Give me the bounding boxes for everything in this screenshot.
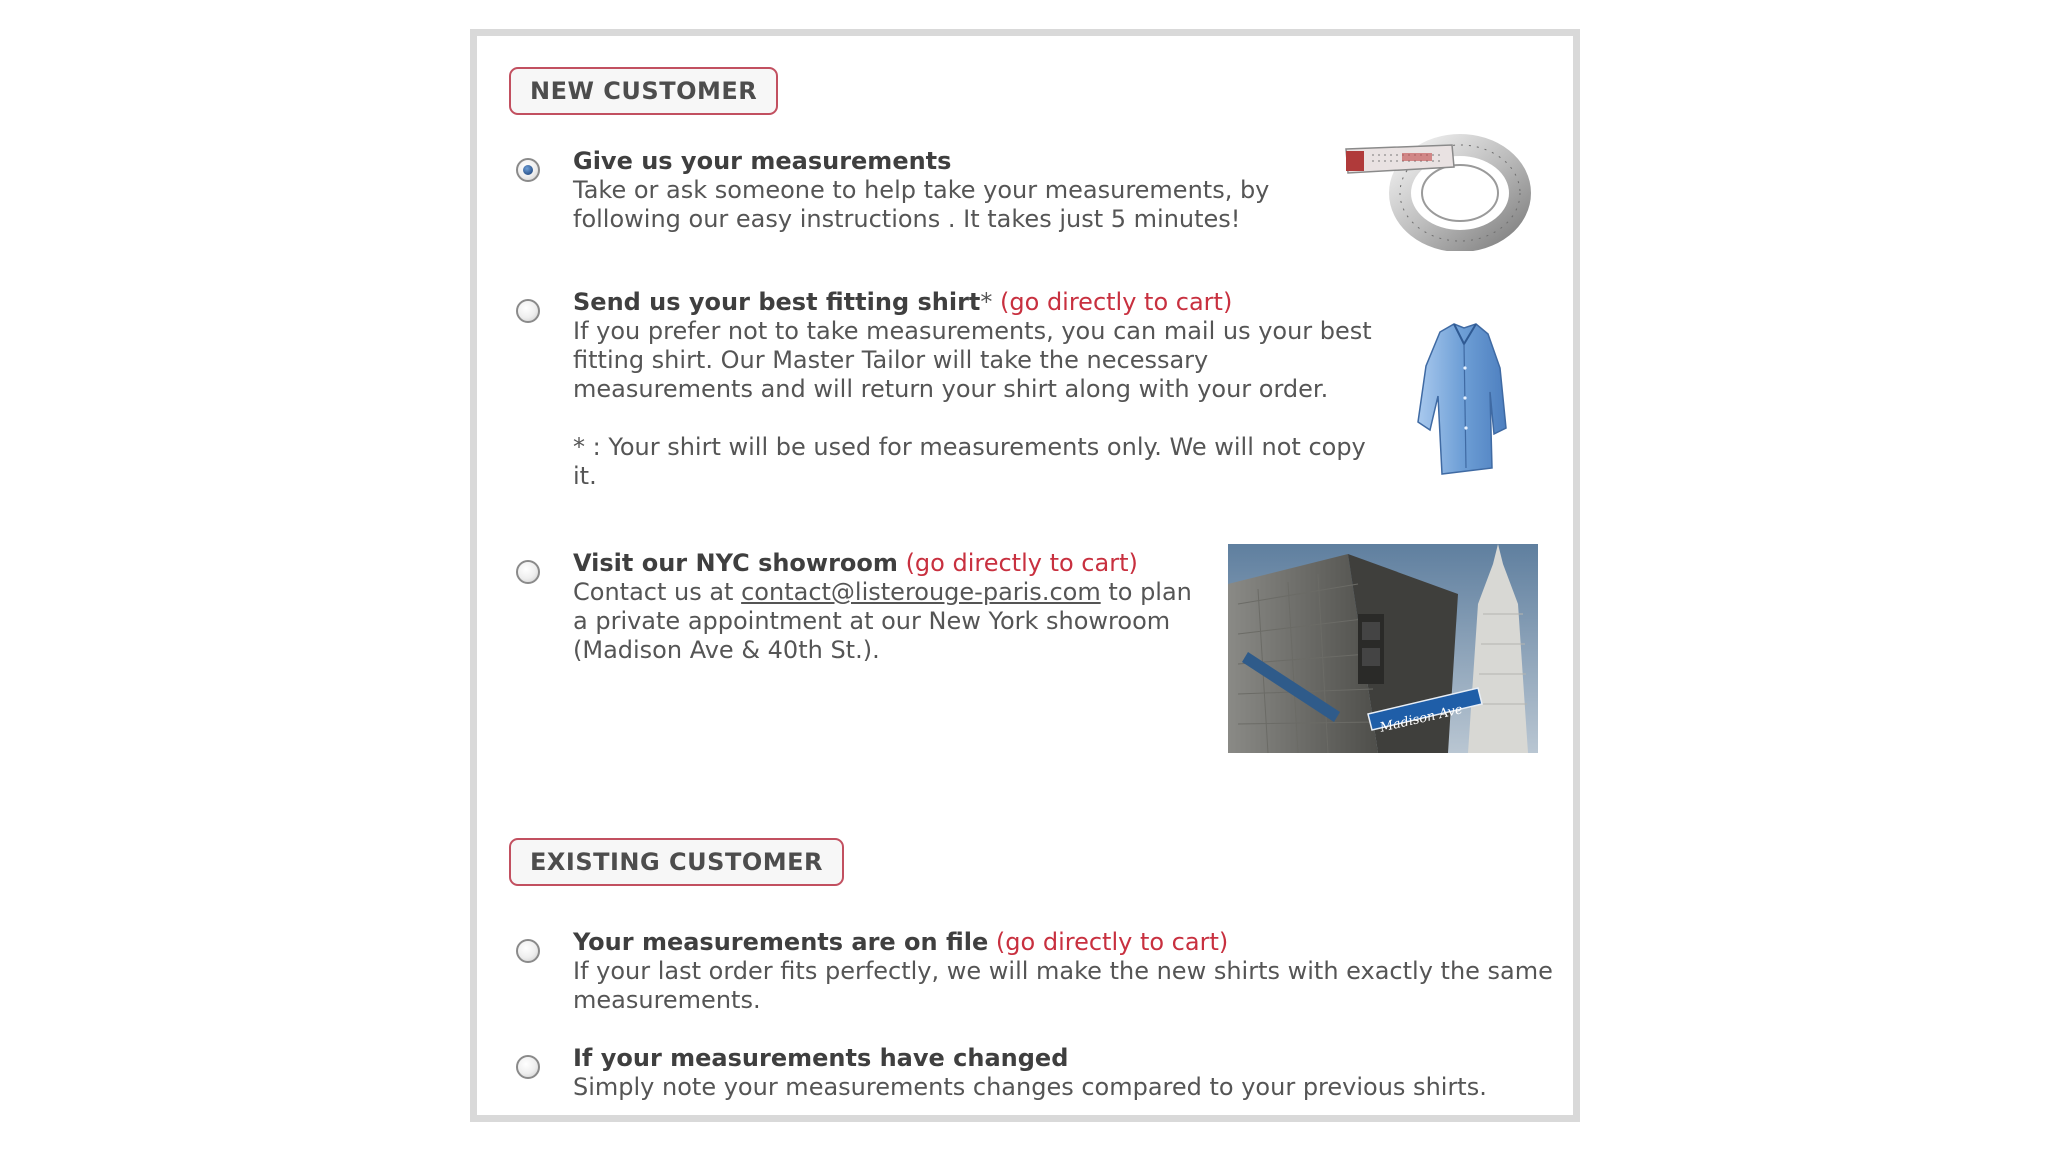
option-measurements-changed	[573, 1044, 1573, 1102]
measuring-tape-image	[1342, 131, 1532, 251]
radio-measurements-on-file[interactable]	[516, 939, 540, 963]
nyc-showroom-photo	[1228, 544, 1538, 753]
street-sign-text: Madison Ave	[1378, 702, 1465, 736]
option-title: Give us your measurements	[573, 147, 952, 175]
go-to-cart-link[interactable]: (go directly to cart)	[905, 549, 1138, 577]
option-title: Your measurements are on file	[573, 928, 989, 956]
radio-send-shirt[interactable]	[516, 299, 540, 323]
option-measurements-on-file	[573, 928, 1573, 1015]
option-footnote: * : Your shirt will be used for measurements only. We will not copy it.	[573, 433, 1366, 490]
measurement-options-panel	[470, 29, 1580, 1122]
option-description: If you prefer not to take measurements, you can mail us your best fitting shirt. Our Master Tailor will take the necessary measurements and will return your shirt along with your order.	[573, 317, 1372, 403]
radio-give-measurements[interactable]	[516, 158, 540, 182]
option-send-shirt	[573, 288, 1373, 491]
blue-shirt-image	[1402, 318, 1522, 478]
description-before: Contact us at	[573, 578, 734, 606]
option-title: Send us your best fitting shirt	[573, 288, 981, 316]
option-description: If your last order fits perfectly, we will make the new shirts with exactly the same measurements.	[573, 957, 1553, 1014]
email-link[interactable]: contact@listerouge-paris.com	[741, 578, 1101, 606]
option-description	[573, 578, 1213, 665]
option-description: Simply note your measurements changes compared to your previous shirts.	[573, 1073, 1487, 1101]
go-to-cart-link[interactable]: (go directly to cart)	[995, 928, 1229, 956]
option-title: If your measurements have changed	[573, 1044, 1069, 1072]
new-customer-label: NEW CUSTOMER	[509, 67, 778, 115]
option-description: Take or ask someone to help take your measurements, by following our easy instructions . It takes just 5 minutes!	[573, 176, 1270, 233]
option-give-measurements	[573, 147, 1363, 234]
existing-customer-label: EXISTING CUSTOMER	[509, 838, 844, 886]
radio-measurements-changed[interactable]	[516, 1055, 540, 1079]
description-after: to plan a private appointment at our New York showroom (Madison Ave & 40th St.).	[573, 578, 1192, 664]
option-visit-showroom	[573, 549, 1213, 665]
option-title: Visit our NYC showroom	[573, 549, 898, 577]
radio-visit-showroom[interactable]	[516, 560, 540, 584]
option-title-suffix: *	[980, 288, 993, 316]
go-to-cart-link[interactable]: (go directly to cart)	[1000, 288, 1233, 316]
